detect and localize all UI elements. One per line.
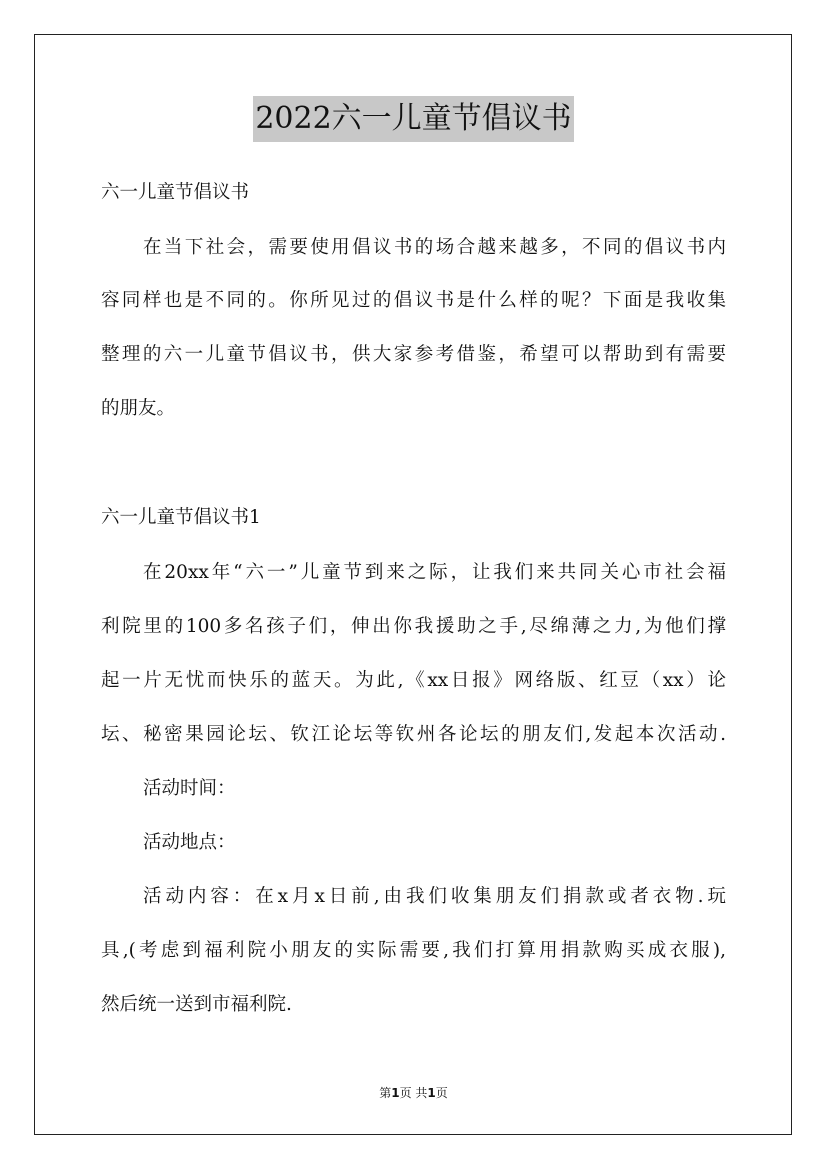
intro-line: 的朋友。 [101,398,176,419]
content-line: 具,(考虑到福利院小朋友的实际需要,我们打算用捐款购买成衣服), [101,940,726,961]
content-line: 然后统一送到市福利院. [101,994,292,1015]
activity-place-label: 活动地点： [143,832,236,853]
title-container [0,96,827,142]
intro-line: 整理的六一儿童节倡议书，供大家参考借鉴，希望可以帮助到有需要 [101,344,726,365]
footer-suffix: 页 [435,1086,448,1100]
footer-page-total: 1 [427,1086,436,1100]
content-line: 活动内容：在x月x日前,由我们收集朋友们捐款或者衣物.玩 [143,886,726,907]
body-line: 利院里的100多名孩子们，伸出你我援助之手,尽绵薄之力,为他们撑 [101,616,726,637]
section-heading: 六一儿童节倡议书1 [101,507,261,528]
body-line: 起一片无忧而快乐的蓝天。为此,《xx日报》网络版、红豆（xx）论 [101,670,726,691]
intro-line: 容同样也是不同的。你所见过的倡议书是什么样的呢？下面是我收集 [101,290,726,311]
intro-line: 在当下社会，需要使用倡议书的场合越来越多，不同的倡议书内 [143,237,726,258]
footer-mid: 页 共 [399,1086,428,1100]
page-footer [0,1084,827,1101]
body-line: 坛、秘密果园论坛、钦江论坛等钦州各论坛的朋友们,发起本次活动. [101,724,726,745]
section-heading: 六一儿童节倡议书 [101,182,250,203]
footer-page-number: 1 [391,1086,400,1100]
document-title: 2022六一儿童节倡议书 [253,96,573,142]
body-line: 在20xx年“六一”儿童节到来之际，让我们来共同关心市社会福 [143,562,726,583]
activity-time-label: 活动时间： [143,778,236,799]
footer-prefix: 第 [379,1086,392,1100]
